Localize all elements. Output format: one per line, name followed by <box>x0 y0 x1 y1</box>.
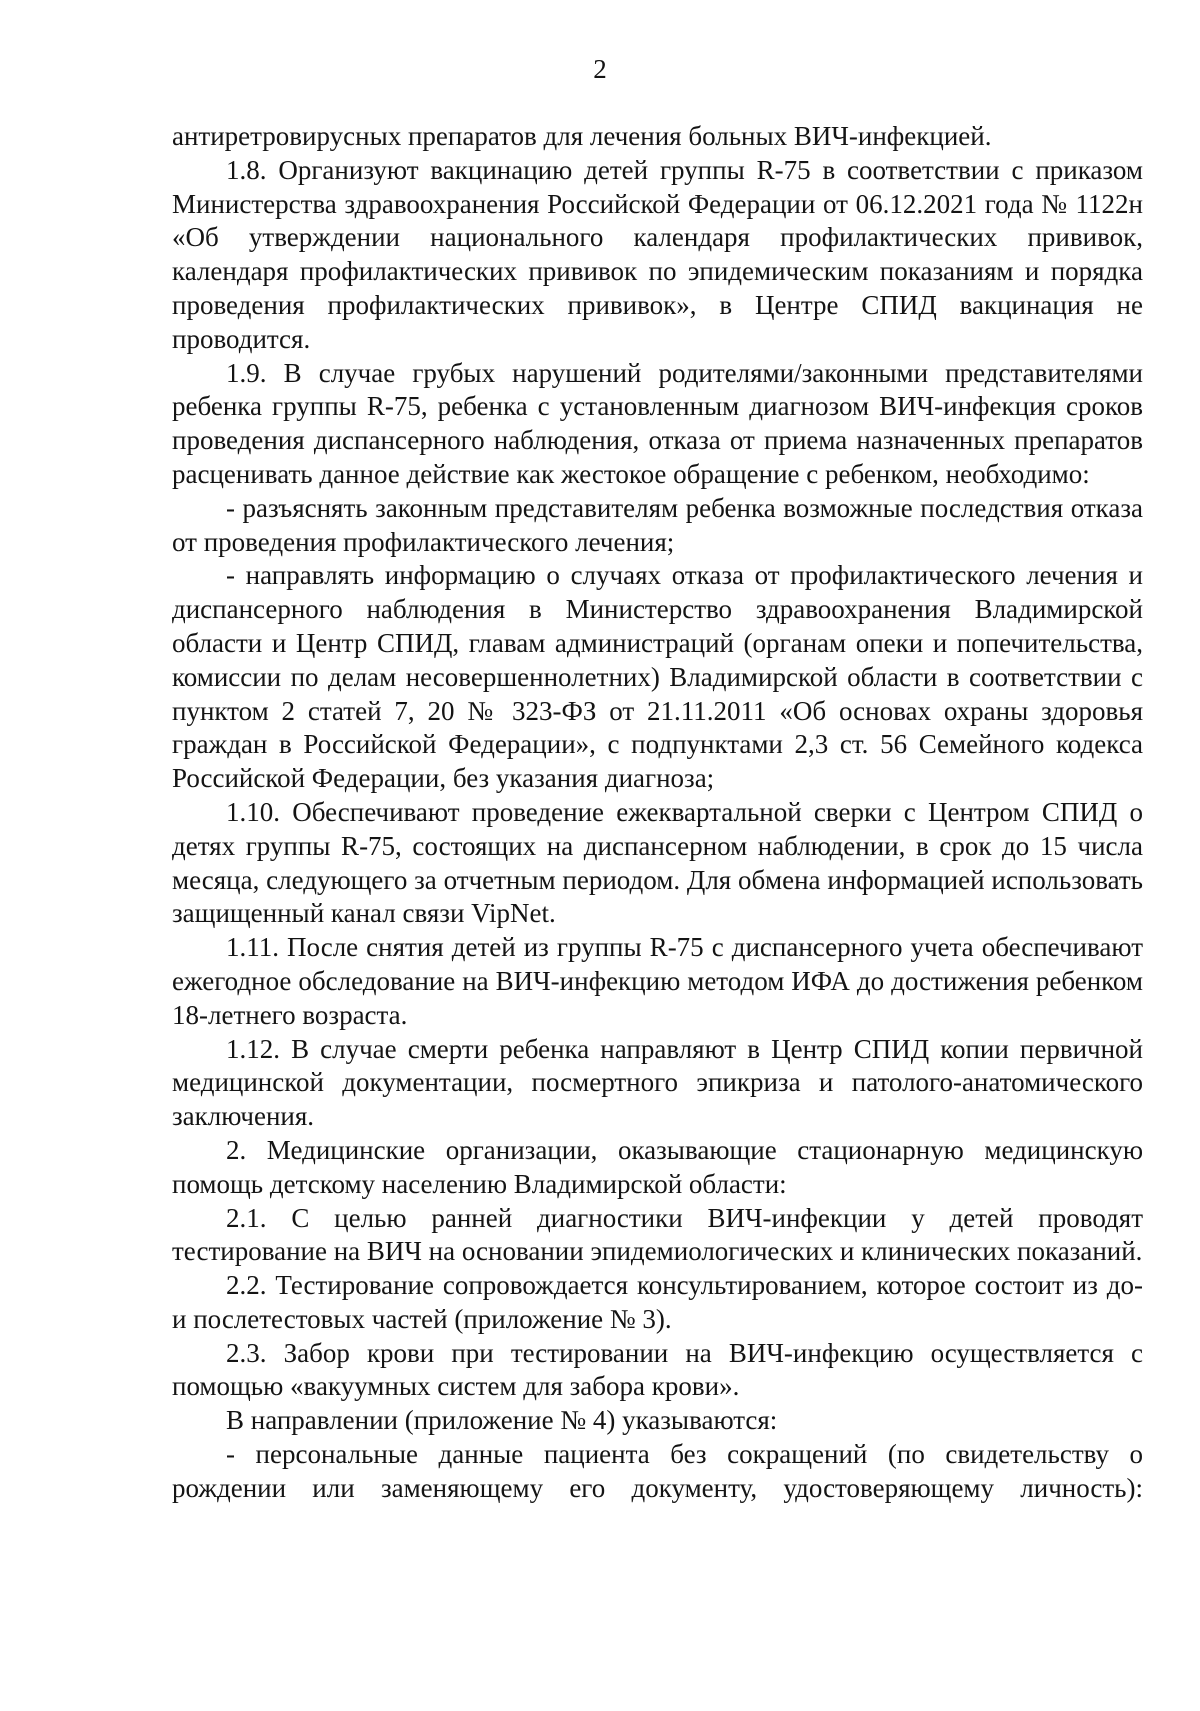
paragraph-1-9-violations: 1.9. В случае грубых нарушений родителями/законными представителями ребенка группы R-75, ребенка с установленным диагнозом ВИЧ-инфекция сроков проведения диспансерного наблюдения, отказа от приема назначенных препаратов расценивать данное действие как жестокое обращение с ребенком, необходимо: <box>172 357 1143 489</box>
paragraph-1-11-annual-exam: 1.11. После снятия детей из группы R-75 с диспансерного учета обеспечивают ежегодное обследование на ВИЧ-инфекцию методом ИФА до достижения ребенком 18-летнего возраста. <box>172 932 1143 1030</box>
page-number: 2 <box>593 54 607 84</box>
paragraph-2-3-blood-sampling: 2.3. Забор крови при тестировании на ВИЧ-инфекцию осуществляется с помощью «вакуумных систем для забора крови». <box>172 1337 1143 1402</box>
paragraph-2-1-early-diagnosis: 2.1. С целью ранней диагностики ВИЧ-инфекции у детей проводят тестирование на ВИЧ на основании эпидемиологических и клинических показаний. <box>172 1202 1143 1267</box>
paragraph-2-2-counseling: 2.2. Тестирование сопровождается консультированием, которое состоит из до- и послетестовых частей (приложение № 3). <box>172 1270 1143 1334</box>
paragraph-1-10-quarterly-check: 1.10. Обеспечивают проведение ежеквартальной сверки с Центром СПИД о детях группы R-75, состоящих на диспансерном наблюдении, в срок до 15 числа месяца, следующего за отчетным периодом. Для обмена информацией использовать защищенный канал связи VipNet. <box>172 796 1143 929</box>
list-item-explain-consequences: - разъяснять законным представителям ребенка возможные последствия отказа от проведения профилактического лечения; <box>172 492 1143 557</box>
list-item-send-information: - направлять информацию о случаях отказа от профилактического лечения и диспансерного наблюдения в Министерство здравоохранения Владимирской области и Центр СПИД, главам администраций (органам опеки и попечительства, комиссии по делам несовершеннолетних) Владимирской области в соответствии с пунктом 2 статей 7, 20 № 323-ФЗ от 21.11.2011 «Об основах охраны здоровья граждан в Российской Федерации», с подпунктами 2,3 ст. 56 Семейного кодекса Российской Федерации, без указания диагноза; <box>172 560 1143 794</box>
paragraph-continuation: антиретровирусных препаратов для лечения больных ВИЧ-инфекцией. <box>172 121 992 151</box>
paragraph-2-inpatient-orgs: 2. Медицинские организации, оказывающие стационарную медицинскую помощь детскому населению Владимирской области: <box>172 1134 1143 1199</box>
paragraph-1-12-death-case: 1.12. В случае смерти ребенка направляют в Центр СПИД копии первичной медицинской документации, посмертного эпикриза и патолого-анатомического заключения. <box>172 1033 1143 1132</box>
paragraph-referral-intro: В направлении (приложение № 4) указываются: <box>226 1405 778 1436</box>
paragraph-1-8-vaccination: 1.8. Организуют вакцинацию детей группы R-75 в соответствии с приказом Министерства здравоохранения Российской Федерации от 06.12.2021 года № 1122н «Об утверждении национального календаря профилактических прививок, календаря профилактических прививок по эпидемическим показаниям и порядка проведения профилактических прививок», в Центре СПИД вакцинация не проводится. <box>172 154 1143 354</box>
document-body <box>172 120 1143 1506</box>
list-item-personal-data: - персональные данные пациента без сокращений (по свидетельству о рождении или заменяющему его документу, удостоверяющему личность): <box>172 1439 1143 1503</box>
